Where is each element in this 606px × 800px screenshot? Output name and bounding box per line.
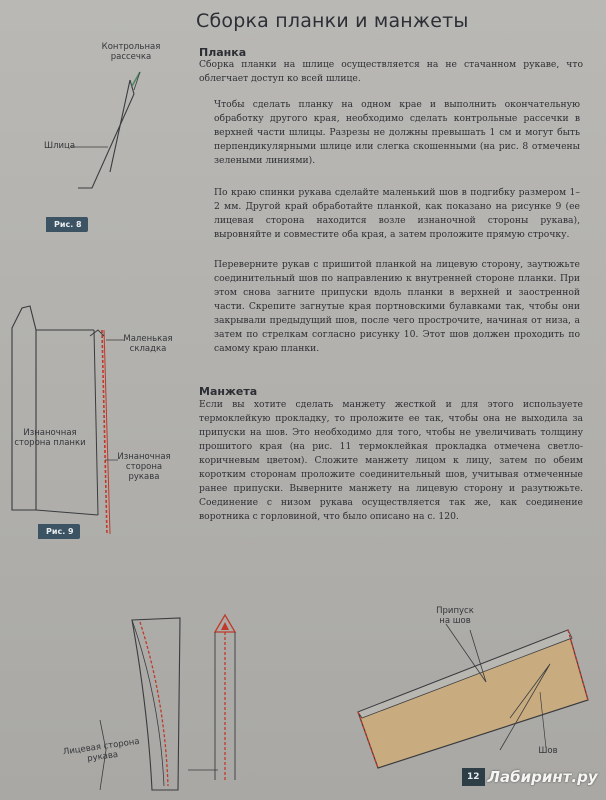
paragraph-3: По краю спинки рукава сделайте маленький шов в подгибку размером 1–2 мм. Другой край обработайте планкой, как показано на рисунке 9 (ее лицевая сторона находится возле изнаночной стороны рукава), выровняйте и совместите оба края, а затем проложите прямую строчку. bbox=[214, 187, 580, 240]
paragraph-1: Сборка планки на шлице осуществляется на не стачанном рукаве, что облегчает доступ ко всей шлице. bbox=[199, 59, 583, 84]
watermark-badge: 12 bbox=[462, 768, 485, 786]
paragraph-2: Чтобы сделать планку на одном крае и выполнить окончательную обработку другого края, необходимо сделать контрольные рассечки в верхней части шлицы. Разрезы не должны превышать 1 см и могут быть перпендикулярными шлице или слегка скошенными (на рис. 8 отмечены зелеными линиями). bbox=[214, 99, 580, 166]
figure-10-stitching-diagram bbox=[40, 600, 280, 800]
figure-9-label: Рис. 9 bbox=[38, 524, 80, 539]
figure-11-allowance-callout: Припуск на шов bbox=[436, 606, 474, 626]
figure-8-slit-callout: Шлица bbox=[44, 141, 76, 151]
page-title: Сборка планки и манжеты bbox=[196, 10, 469, 32]
figure-8-notch-callout: Контрольная рассечка bbox=[101, 42, 161, 62]
figure-9-placket-wrong-callout: Изнаночная сторона планки bbox=[14, 428, 86, 448]
section-heading-placket: Планка bbox=[199, 46, 247, 59]
paragraph-4: Переверните рукав с пришитой планкой на лицевую сторону, заутюжьте соединительный шов по направлению к внутренней стороне планки. При этом снова загните припуски вдоль планки в верхней и заостренной части. Скрепите загнутые края портновскими булавками так, чтобы они закрывали предыдущий шов, после чего прострочите, начиная от низа, а затем по стрелкам согласно рисунку 10. Этот шов должен проходить по самому краю планки. bbox=[214, 259, 580, 354]
figure-8-slit-diagram bbox=[30, 50, 170, 210]
watermark-logo-text: Лабиринт.ру bbox=[487, 768, 598, 786]
watermark bbox=[462, 766, 602, 788]
figure-10-sleeve-right-callout: Лицевая сторона рукава bbox=[62, 736, 141, 765]
figure-11-seam-callout: Шов bbox=[538, 746, 558, 756]
figure-8-label: Рис. 8 bbox=[46, 217, 88, 232]
paragraph-5: Если вы хотите сделать манжету жесткой и для этого используете термоклейкую прокладку, то проложите ее так, чтобы она не выходила за припуски на шов. Это необходимо для того, чтобы не увеличивать толщину прошитого края (на рис. 11 термоклейкая прокладка отмечена светло-коричневым цветом). Сложите манжету лицом к лицу, затем по обеим коротким сторонам проложите соединительный шов, учитывая отмеченные ранее припуски. Выверните манжету на лицевую сторону и разутюжьте. Соединение с низом рукава осуществляется так же, как соединение воротника с горловиной, что было описано на с. 120. bbox=[199, 399, 583, 522]
figure-9-sleeve-wrong-callout: Изнаночная сторона рукава bbox=[117, 452, 171, 482]
figure-9-fold-callout: Маленькая складка bbox=[123, 334, 173, 354]
section-heading-cuff: Манжета bbox=[199, 385, 258, 398]
